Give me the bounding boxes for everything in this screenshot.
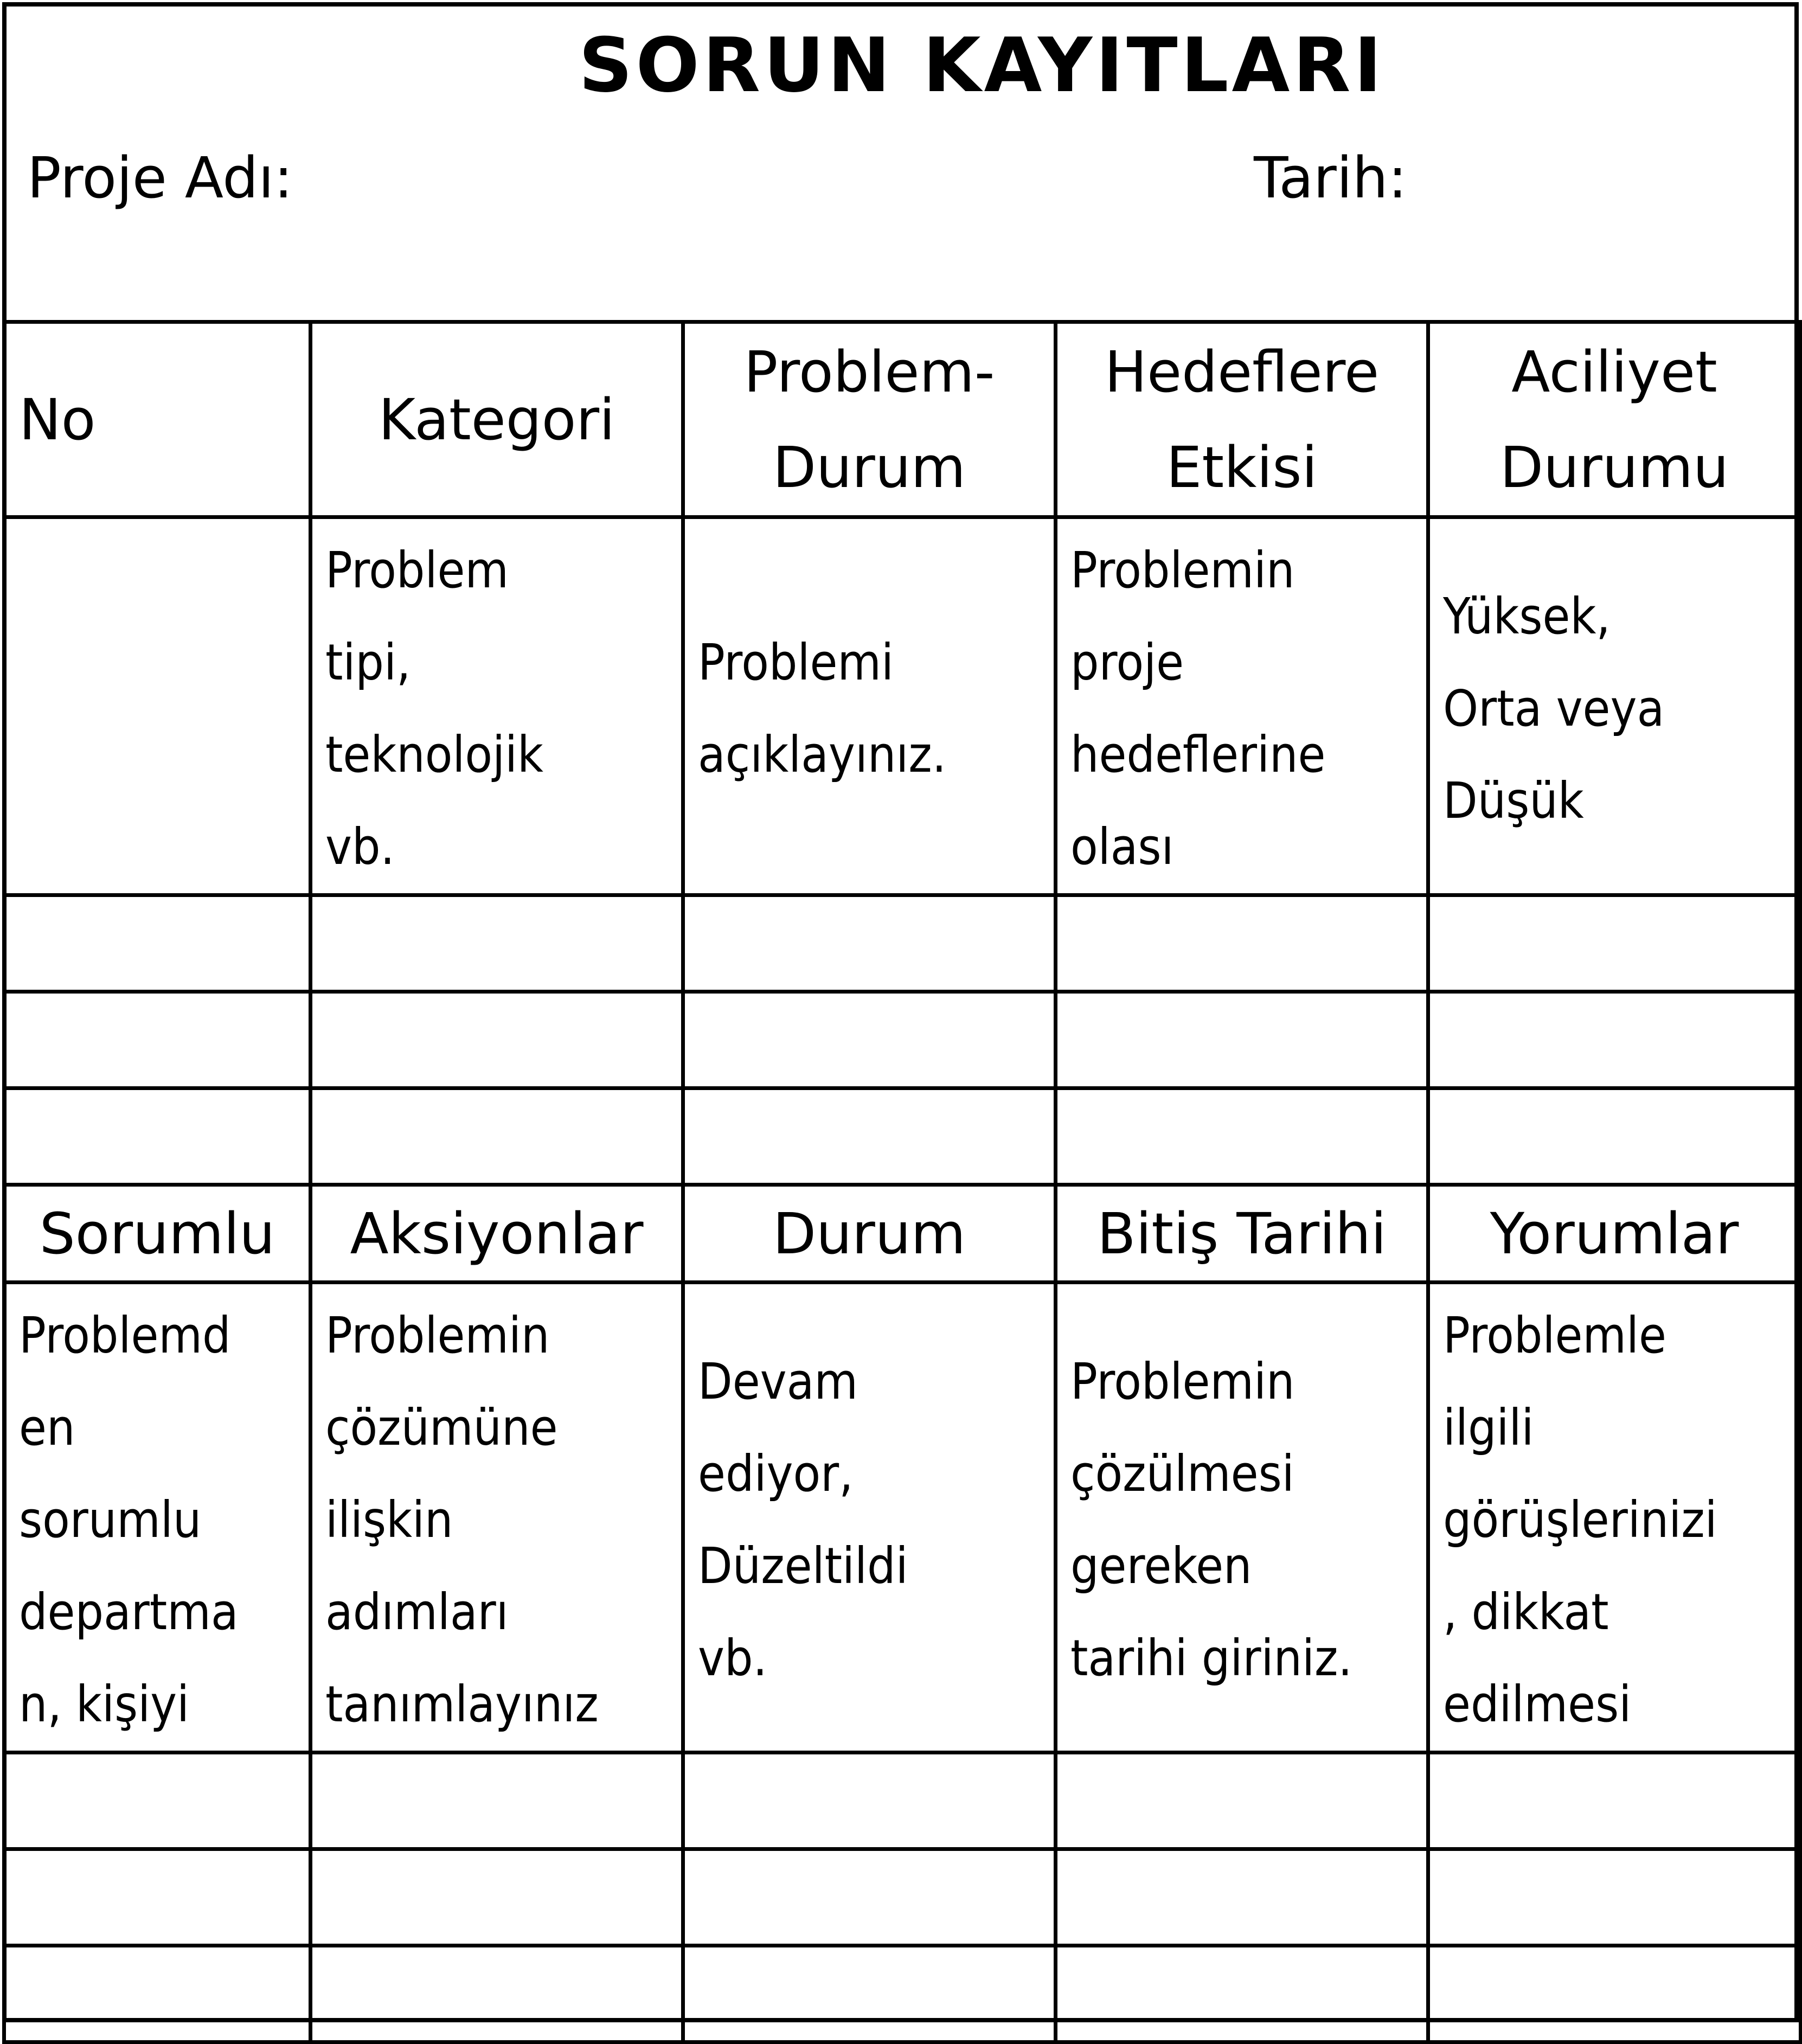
empty-cell[interactable] [1428, 1088, 1801, 1185]
empty-cell[interactable] [683, 992, 1056, 1088]
project-name-label: Proje Adı: [27, 145, 293, 211]
table-row [4, 1753, 1801, 1849]
empty-cell[interactable] [311, 1753, 683, 1849]
empty-cell[interactable] [1056, 1753, 1428, 1849]
empty-cell[interactable] [1428, 1849, 1801, 1946]
empty-cell[interactable] [683, 1849, 1056, 1946]
empty-cell[interactable] [4, 1946, 311, 2042]
guide-yorumlar[interactable]: Problemle ilgili görüşlerinizi , dikkat edilmesi [1428, 1283, 1801, 1753]
empty-cell[interactable] [1056, 1088, 1428, 1185]
table-row [4, 1946, 1801, 2042]
empty-cell[interactable] [4, 992, 311, 1088]
empty-cell[interactable] [311, 1849, 683, 1946]
empty-cell[interactable] [1056, 895, 1428, 992]
issue-log-table [2, 320, 1802, 2044]
empty-cell[interactable] [311, 1946, 683, 2042]
empty-cell[interactable] [311, 1088, 683, 1185]
form-title: SORUN KAYITLARI [579, 22, 1385, 109]
empty-cell[interactable] [1056, 1849, 1428, 1946]
empty-cell[interactable] [1428, 1753, 1801, 1849]
empty-cell[interactable] [4, 895, 311, 992]
top-guide-row [4, 517, 1801, 895]
empty-cell[interactable] [311, 895, 683, 992]
header-durum: Durum [683, 1185, 1056, 1283]
empty-cell[interactable] [683, 895, 1056, 992]
empty-cell[interactable] [683, 1753, 1056, 1849]
guide-no[interactable] [4, 517, 311, 895]
issue-log-form [2, 2, 1799, 2022]
empty-cell[interactable] [4, 1753, 311, 1849]
guide-kategori[interactable]: Problem tipi, teknolojik vb. [311, 517, 683, 895]
top-header-row [4, 322, 1801, 517]
bottom-header-row [4, 1185, 1801, 1283]
guide-hedeflere-etkisi[interactable]: Problemin proje hedeflerine olası [1056, 517, 1428, 895]
empty-cell[interactable] [1428, 1946, 1801, 2042]
guide-sorumlu[interactable]: Problemd en sorumlu departma n, kişiyi [4, 1283, 311, 1753]
guide-problem-durum[interactable]: Problemi açıklayınız. [683, 517, 1056, 895]
header-hedeflere-etkisi: Hedeflere Etkisi [1056, 322, 1428, 517]
header-no: No [4, 322, 311, 517]
empty-cell[interactable] [683, 1946, 1056, 2042]
empty-cell[interactable] [1428, 895, 1801, 992]
table-row [4, 992, 1801, 1088]
guide-aksiyonlar[interactable]: Problemin çözümüne ilişkin adımları tanımlayınız [311, 1283, 683, 1753]
table-row [4, 1088, 1801, 1185]
header-aksiyonlar: Aksiyonlar [311, 1185, 683, 1283]
header-aciliyet-durumu: Aciliyet Durumu [1428, 322, 1801, 517]
header-bitis-tarihi: Bitiş Tarihi [1056, 1185, 1428, 1283]
empty-cell[interactable] [1428, 992, 1801, 1088]
empty-cell[interactable] [4, 1849, 311, 1946]
table-row [4, 895, 1801, 992]
header-kategori: Kategori [311, 322, 683, 517]
empty-cell[interactable] [311, 992, 683, 1088]
guide-aciliyet-durumu[interactable]: Yüksek, Orta veya Düşük [1428, 517, 1801, 895]
guide-durum[interactable]: Devam ediyor, Düzeltildi vb. [683, 1283, 1056, 1753]
guide-bitis-tarihi[interactable]: Problemin çözülmesi gereken tarihi giriniz. [1056, 1283, 1428, 1753]
empty-cell[interactable] [683, 1088, 1056, 1185]
header-yorumlar: Yorumlar [1428, 1185, 1801, 1283]
empty-cell[interactable] [4, 1088, 311, 1185]
header-problem-durum: Problem- Durum [683, 322, 1056, 517]
empty-cell[interactable] [1056, 992, 1428, 1088]
table-row [4, 1849, 1801, 1946]
empty-cell[interactable] [1056, 1946, 1428, 2042]
bottom-guide-row [4, 1283, 1801, 1753]
date-label: Tarih: [1254, 145, 1407, 211]
header-sorumlu: Sorumlu [4, 1185, 311, 1283]
